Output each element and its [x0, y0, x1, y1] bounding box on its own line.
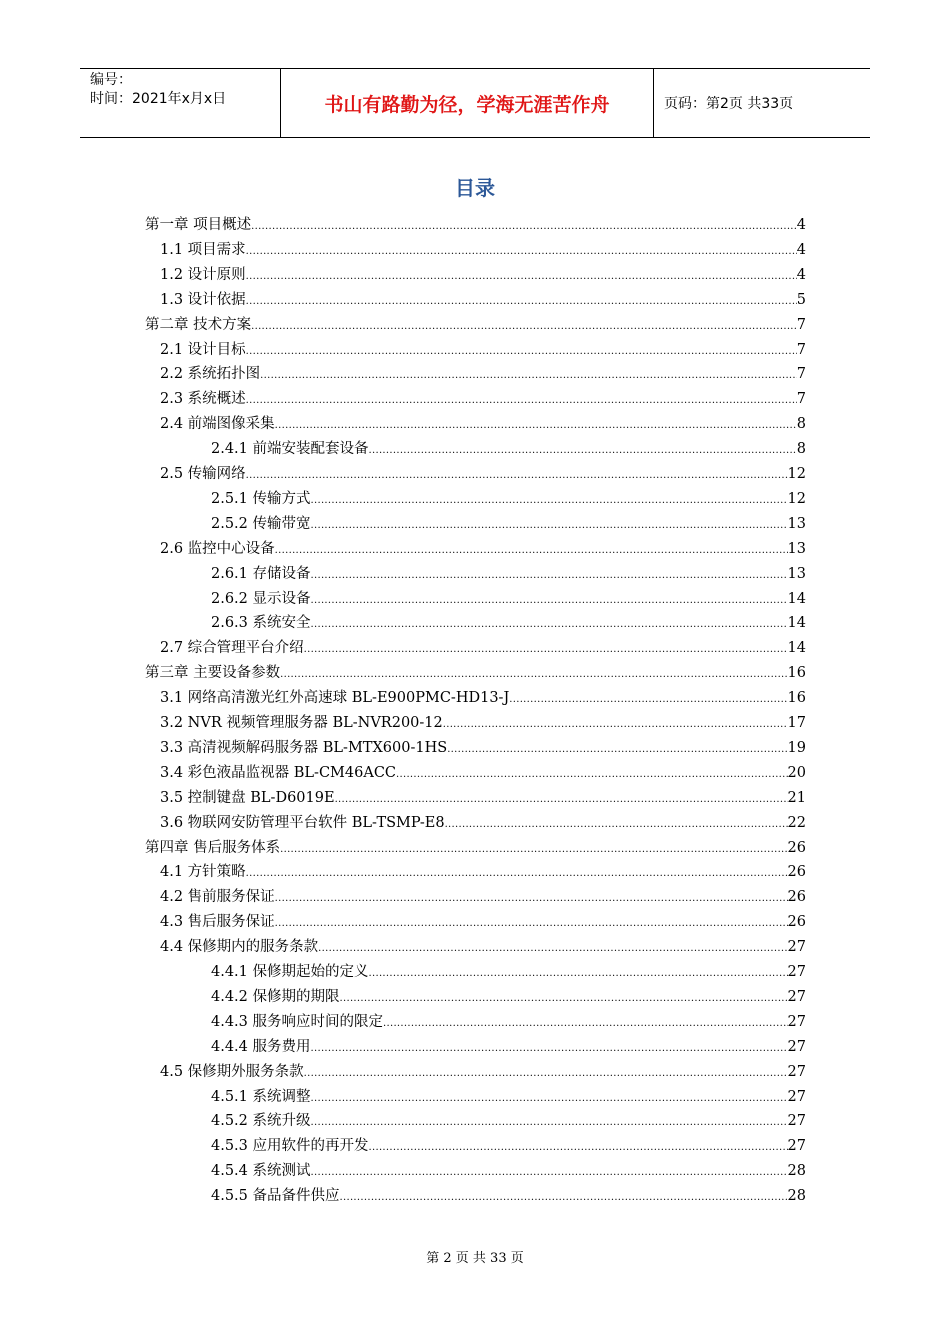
toc-leader-dots [246, 341, 797, 363]
toc-entry-title: 第二章 技术方案 [145, 316, 252, 333]
toc-leader-dots [311, 490, 788, 512]
toc-entry-page: 27 [787, 939, 806, 956]
toc-entry-page: 26 [787, 914, 806, 931]
toc-entry[interactable] [160, 1061, 806, 1083]
toc-entry-title: 4.5.3 应用软件的再开发 [211, 1138, 369, 1155]
toc-leader-dots [340, 1187, 788, 1209]
toc-entry-page: 26 [787, 864, 806, 881]
toc-entry-title: 2.6.1 存储设备 [211, 565, 311, 582]
toc-entry[interactable] [145, 214, 806, 236]
toc-leader-dots [304, 1063, 788, 1085]
toc-entry-title: 2.4.1 前端安装配套设备 [211, 441, 369, 458]
toc-entry-page: 26 [787, 889, 806, 906]
toc-entry[interactable] [160, 787, 806, 809]
toc-entry-page: 26 [787, 839, 806, 856]
toc-entry[interactable] [160, 737, 806, 759]
toc-entry-title: 3.4 彩色液晶监视器 BL-CM46ACC [160, 764, 397, 781]
toc-entry[interactable] [160, 463, 806, 485]
toc-entry-page: 27 [787, 964, 806, 980]
toc-entry[interactable] [160, 861, 806, 883]
toc-entry-page: 12 [787, 466, 806, 482]
toc-entry-title: 4.4.4 服务费用 [211, 1038, 311, 1055]
toc-entry[interactable] [160, 812, 806, 834]
toc-entry-title: 3.6 物联网安防管理平台软件 BL-TSMP-E8 [160, 814, 445, 831]
toc-entry-page: 27 [787, 1038, 806, 1055]
toc-entry[interactable] [211, 986, 806, 1008]
toc-entry-title: 3.2 NVR 视频管理服务器 BL-NVR200-12 [160, 715, 443, 731]
toc-entry-page: 27 [787, 988, 806, 1005]
toc-entry[interactable] [211, 488, 806, 510]
toc-leader-dots [275, 913, 788, 935]
toc-leader-dots [369, 440, 797, 462]
toc-entry-page: 16 [787, 690, 806, 707]
toc-entry-page: 13 [787, 540, 806, 557]
toc-entry-page: 22 [787, 814, 806, 831]
toc-entry[interactable] [160, 538, 806, 560]
toc-entry[interactable] [160, 886, 806, 908]
toc-entry-title: 4.3 售后服务保证 [160, 914, 275, 931]
toc-entry-page: 7 [796, 316, 806, 333]
toc-entry-page: 28 [787, 1163, 806, 1180]
toc-entry-page: 20 [787, 764, 806, 781]
toc-entry-title: 2.3 系统概述 [160, 391, 246, 408]
toc-leader-dots [311, 614, 788, 636]
toc-entry[interactable] [160, 413, 806, 435]
toc-entry[interactable] [160, 388, 806, 410]
toc-entry-page: 13 [787, 565, 806, 582]
toc-entry-title: 2.5.1 传输方式 [211, 490, 311, 507]
toc-entry[interactable] [145, 837, 806, 859]
toc-entry-title: 4.5 保修期外服务条款 [160, 1063, 304, 1080]
toc-entry[interactable] [211, 513, 806, 535]
toc-leader-dots [443, 714, 788, 736]
toc-entry[interactable] [211, 438, 806, 460]
toc-entry-title: 4.4.2 保修期的期限 [211, 988, 340, 1005]
toc-leader-dots [280, 839, 787, 861]
toc-title: 目录 [455, 176, 495, 200]
toc-entry-page: 27 [787, 1113, 806, 1130]
toc-entry-page: 7 [796, 391, 806, 408]
toc-leader-dots [275, 415, 797, 437]
toc-entry[interactable] [160, 712, 806, 734]
toc-entry[interactable] [145, 314, 806, 336]
toc-leader-dots [447, 739, 787, 761]
toc-entry-title: 4.1 方针策略 [160, 864, 246, 881]
toc-leader-dots [311, 590, 788, 612]
toc-entry-title: 2.6.2 显示设备 [211, 590, 311, 607]
toc-leader-dots [246, 291, 797, 313]
toc-leader-dots [396, 764, 788, 786]
toc-leader-dots [311, 1112, 788, 1134]
toc-entry[interactable] [211, 563, 806, 585]
toc-entry-page: 4 [796, 241, 806, 258]
toc-entry-page: 7 [796, 366, 806, 383]
toc-leader-dots [246, 390, 797, 412]
toc-leader-dots [251, 216, 797, 238]
toc-entry[interactable] [160, 289, 806, 311]
toc-entry-title: 3.1 网络高清激光红外高速球 BL-E900PMC-HD13-J [160, 690, 510, 707]
toc-entry[interactable] [145, 662, 806, 684]
toc-entry-page: 27 [787, 1138, 806, 1155]
toc-leader-dots [246, 241, 797, 263]
toc-entry-page: 27 [787, 1013, 806, 1030]
toc-entry-page: 21 [787, 789, 806, 806]
toc-entry-page: 27 [787, 1063, 806, 1080]
toc-leader-dots [311, 1162, 788, 1184]
toc-entry-title: 1.2 设计原则 [160, 266, 246, 283]
toc-leader-dots [445, 814, 788, 836]
toc-leader-dots [383, 1013, 788, 1035]
toc-entry-page: 16 [787, 665, 806, 682]
toc-leader-dots [369, 1137, 788, 1159]
toc-entry-title: 4.5.5 备品备件供应 [211, 1188, 340, 1205]
toc-entry-page: 5 [796, 291, 806, 308]
document-date: 时间：2021年x月x日 [90, 91, 227, 107]
toc-entry-title: 4.5.2 系统升级 [211, 1113, 311, 1130]
toc-entry[interactable] [211, 1086, 806, 1108]
toc-entry[interactable] [160, 239, 806, 261]
toc-leader-dots [311, 515, 788, 537]
toc-entry-page: 14 [787, 590, 806, 607]
toc-entry-page: 17 [787, 715, 806, 731]
header-page-info: 页码：第2页 共33页 [664, 96, 794, 112]
toc-entry-title: 2.4 前端图像采集 [160, 416, 275, 433]
toc-entry-title: 2.5.2 传输带宽 [211, 515, 311, 532]
toc-leader-dots [246, 266, 797, 288]
toc-entry-page: 4 [796, 266, 806, 283]
toc-entry-page: 14 [787, 640, 806, 657]
toc-entry-page: 14 [787, 615, 806, 632]
toc-entry[interactable] [160, 264, 806, 286]
toc-entry[interactable] [160, 363, 806, 385]
toc-entry[interactable] [211, 961, 806, 983]
toc-entry-title: 2.6 监控中心设备 [160, 540, 275, 557]
toc-leader-dots [280, 664, 787, 686]
toc-entry-title: 2.1 设计目标 [160, 341, 246, 358]
toc-entry-title: 2.2 系统拓扑图 [160, 366, 261, 383]
toc-leader-dots [260, 365, 797, 387]
toc-leader-dots [369, 963, 788, 985]
toc-entry-page: 4 [796, 217, 806, 233]
toc-entry[interactable] [160, 687, 806, 709]
toc-leader-dots [304, 639, 788, 661]
toc-entry-title: 4.4.3 服务响应时间的限定 [211, 1013, 384, 1030]
toc-entry-title: 4.5.4 系统测试 [211, 1163, 311, 1180]
toc-entry[interactable] [160, 911, 806, 933]
toc-entry-title: 4.2 售前服务保证 [160, 889, 275, 906]
toc-entry-title: 4.5.1 系统调整 [211, 1088, 311, 1105]
toc-entry-page: 28 [787, 1188, 806, 1205]
toc-entry-page: 13 [787, 515, 806, 532]
toc-entry-title: 第四章 售后服务体系 [145, 839, 281, 856]
toc-leader-dots [275, 540, 788, 562]
toc-leader-dots [318, 938, 787, 960]
toc-leader-dots [311, 1038, 788, 1060]
toc-entry-title: 4.4.1 保修期起始的定义 [211, 964, 369, 980]
toc-entry[interactable] [160, 762, 806, 784]
toc-leader-dots [509, 689, 787, 711]
page-footer: 第 2 页 共 33 页 [426, 1251, 524, 1266]
toc-entry[interactable] [211, 588, 806, 610]
toc-entry[interactable] [211, 1036, 806, 1058]
toc-entry-title: 1.1 项目需求 [160, 241, 246, 258]
toc-entry-page: 8 [796, 416, 806, 433]
toc-leader-dots [275, 888, 788, 910]
toc-entry-title: 1.3 设计依据 [160, 291, 246, 308]
page-header [80, 68, 870, 138]
toc-leader-dots [335, 789, 788, 811]
toc-leader-dots [340, 988, 788, 1010]
toc-entry-title: 4.4 保修期内的服务条款 [160, 939, 319, 956]
toc-entry-page: 19 [787, 739, 806, 756]
toc-entry-page: 7 [796, 341, 806, 358]
toc-entry[interactable] [160, 936, 806, 958]
toc-entry[interactable] [211, 1135, 806, 1157]
toc-entry-title: 3.5 控制键盘 BL-D6019E [160, 789, 335, 806]
toc-entry-title: 第一章 项目概述 [145, 217, 252, 233]
toc-entry-page: 12 [787, 490, 806, 507]
toc-leader-dots [311, 565, 788, 587]
header-meta [80, 69, 281, 137]
toc-entry[interactable] [211, 1110, 806, 1132]
toc-leader-dots [311, 1088, 788, 1110]
toc-entry[interactable] [211, 1185, 806, 1207]
toc-leader-dots [251, 316, 797, 338]
document-number-label: 编号： [90, 72, 132, 88]
toc-entry-page: 27 [787, 1088, 806, 1105]
toc-entry[interactable] [160, 637, 806, 659]
toc-entry[interactable] [160, 339, 806, 361]
toc-entry-title: 3.3 高清视频解码服务器 BL-MTX600-1HS [160, 739, 448, 756]
toc-entry-page: 8 [796, 441, 806, 458]
toc-entry-title: 第三章 主要设备参数 [145, 665, 281, 682]
toc-entry-title: 2.6.3 系统安全 [211, 615, 311, 632]
toc-entry[interactable] [211, 612, 806, 634]
toc-entry[interactable] [211, 1160, 806, 1182]
toc-entry-title: 2.7 综合管理平台介绍 [160, 640, 304, 657]
toc-entry[interactable] [211, 1011, 806, 1033]
toc-entry-title: 2.5 传输网络 [160, 466, 246, 482]
header-motto: 书山有路勤为径，学海无涯苦作舟 [281, 69, 654, 137]
toc-leader-dots [246, 465, 788, 487]
toc-leader-dots [246, 863, 788, 885]
